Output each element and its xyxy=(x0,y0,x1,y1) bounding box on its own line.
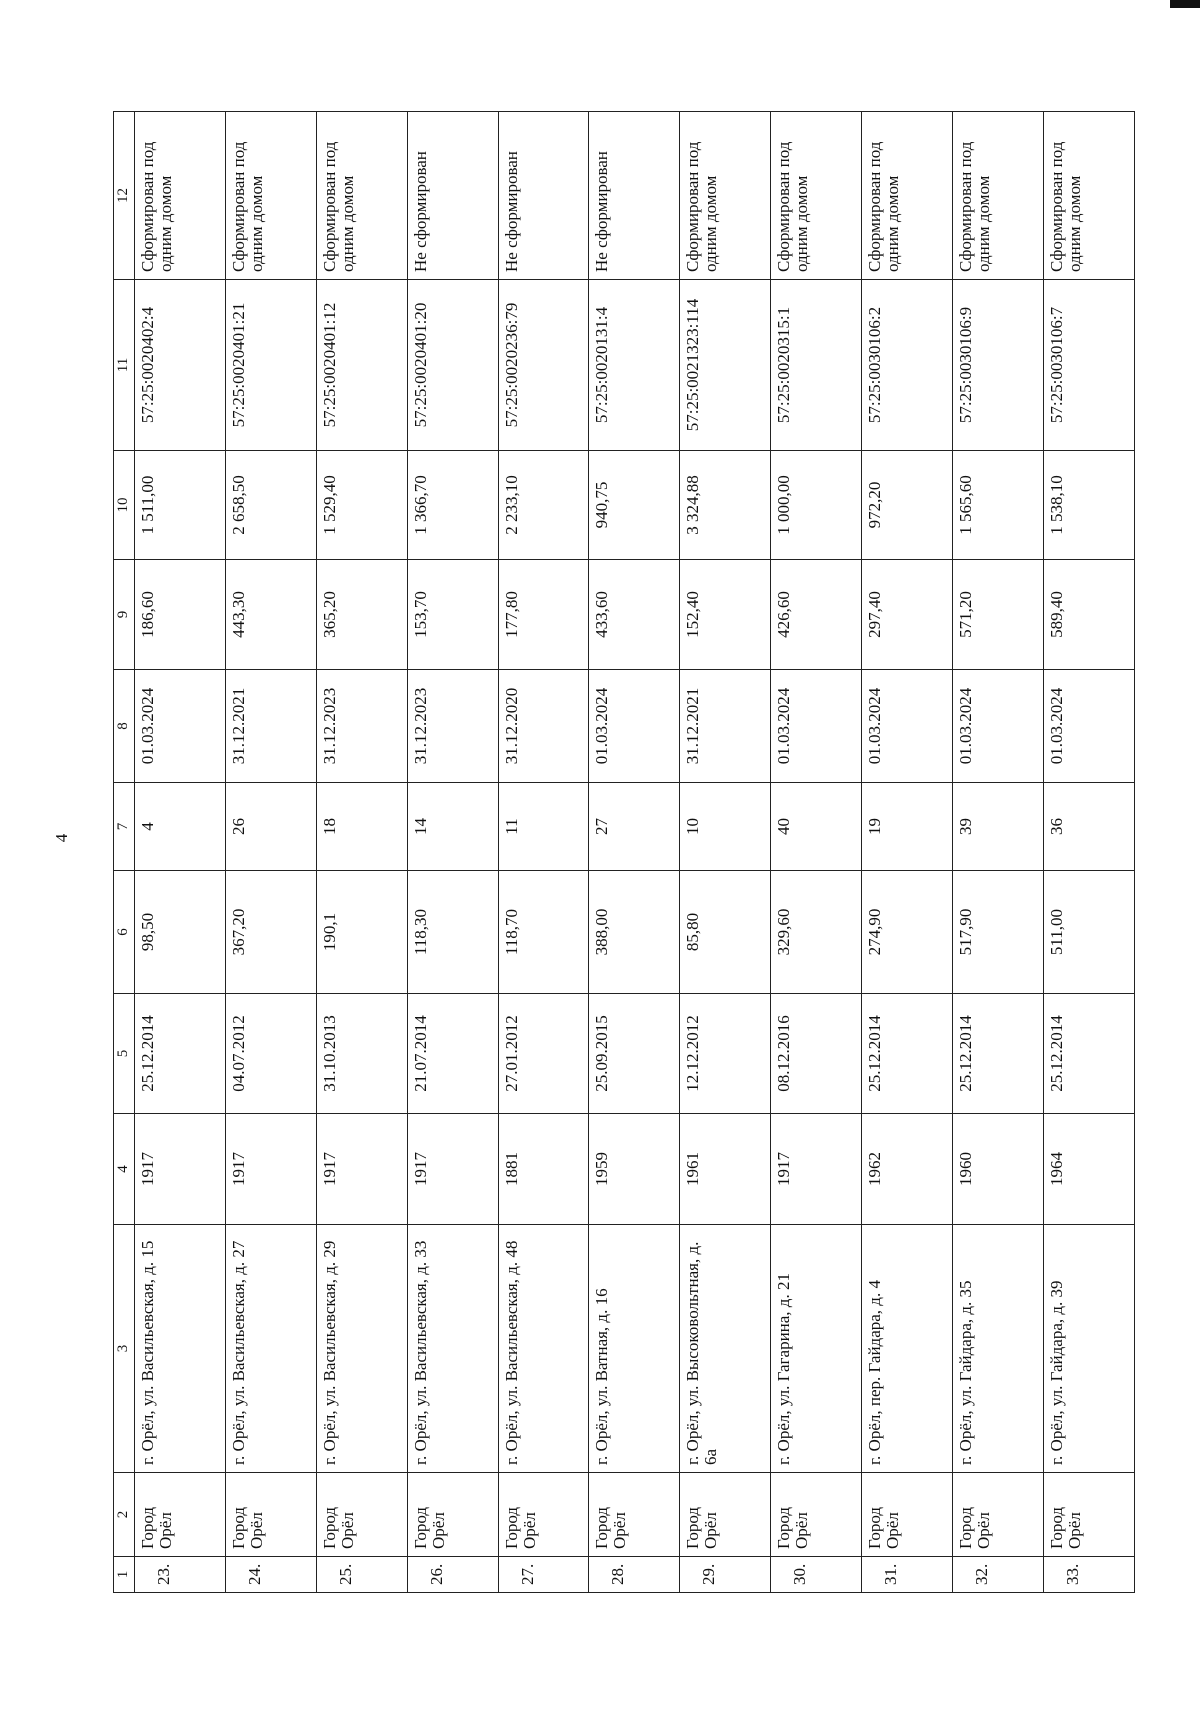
locality-cell: Город Орёл xyxy=(589,1473,680,1557)
cadastral-cell: 57:25:0030106:7 xyxy=(1043,280,1134,451)
land-area-cell: 1 000,00 xyxy=(771,451,862,560)
area2-cell: 433,60 xyxy=(589,560,680,670)
cadastral-cell: 57:25:0020401:21 xyxy=(225,280,316,451)
cadastral-cell: 57:25:0030106:2 xyxy=(862,280,953,451)
table-area xyxy=(113,112,1135,1593)
date-cell: 27.01.2012 xyxy=(498,994,589,1114)
plan-date-cell: 31.12.2023 xyxy=(407,670,498,783)
status-cell: Сформирован под одним домом xyxy=(862,112,953,280)
plan-date-cell: 31.12.2020 xyxy=(498,670,589,783)
table-row xyxy=(589,112,680,1593)
date-cell: 21.07.2014 xyxy=(407,994,498,1114)
year-cell: 1881 xyxy=(498,1114,589,1225)
plan-date-cell: 01.03.2024 xyxy=(771,670,862,783)
address-cell: г. Орёл, ул. Ватная, д. 16 xyxy=(589,1225,680,1473)
cadastral-cell: 57:25:0020236:79 xyxy=(498,280,589,451)
year-cell: 1917 xyxy=(134,1114,225,1225)
column-header: 12 xyxy=(114,112,135,280)
area-cell: 367,20 xyxy=(225,871,316,994)
area-cell: 85,80 xyxy=(680,871,771,994)
page-number: 4 xyxy=(52,833,71,843)
land-area-cell: 1 529,40 xyxy=(316,451,407,560)
plan-date-cell: 01.03.2024 xyxy=(134,670,225,783)
address-cell: г. Орёл, ул. Высоковольтная, д. 6а xyxy=(680,1225,771,1473)
status-cell: Сформирован под одним домом xyxy=(771,112,862,280)
land-area-cell: 940,75 xyxy=(589,451,680,560)
year-cell: 1917 xyxy=(225,1114,316,1225)
area2-cell: 153,70 xyxy=(407,560,498,670)
row-number: 25. xyxy=(316,1557,407,1593)
table-row xyxy=(771,112,862,1593)
address-cell: г. Орёл, ул. Васильевская, д. 27 xyxy=(225,1225,316,1473)
table-row xyxy=(953,112,1044,1593)
status-cell: Сформирован под одним домом xyxy=(1043,112,1134,280)
plan-date-cell: 01.03.2024 xyxy=(953,670,1044,783)
area-cell: 118,30 xyxy=(407,871,498,994)
year-cell: 1917 xyxy=(407,1114,498,1225)
count-cell: 11 xyxy=(498,783,589,871)
count-cell: 4 xyxy=(134,783,225,871)
area-cell: 517,90 xyxy=(953,871,1044,994)
cadastral-cell: 57:25:0020401:20 xyxy=(407,280,498,451)
land-area-cell: 1 366,70 xyxy=(407,451,498,560)
date-cell: 04.07.2012 xyxy=(225,994,316,1114)
count-cell: 19 xyxy=(862,783,953,871)
area-cell: 274,90 xyxy=(862,871,953,994)
rotated-table-wrapper xyxy=(113,112,1135,1593)
cadastral-cell: 57:25:0020131:4 xyxy=(589,280,680,451)
date-cell: 08.12.2016 xyxy=(771,994,862,1114)
land-area-cell: 1 511,00 xyxy=(134,451,225,560)
column-header: 7 xyxy=(114,783,135,871)
table-row xyxy=(134,112,225,1593)
housing-register-table xyxy=(113,111,1135,1593)
area2-cell: 186,60 xyxy=(134,560,225,670)
locality-cell: Город Орёл xyxy=(680,1473,771,1557)
status-cell: Сформирован под одним домом xyxy=(134,112,225,280)
count-cell: 36 xyxy=(1043,783,1134,871)
date-cell: 25.12.2014 xyxy=(953,994,1044,1114)
status-cell: Не сформирован xyxy=(589,112,680,280)
year-cell: 1960 xyxy=(953,1114,1044,1225)
year-cell: 1917 xyxy=(771,1114,862,1225)
count-cell: 39 xyxy=(953,783,1044,871)
area2-cell: 365,20 xyxy=(316,560,407,670)
area-cell: 118,70 xyxy=(498,871,589,994)
column-header: 5 xyxy=(114,994,135,1114)
area2-cell: 426,60 xyxy=(771,560,862,670)
column-header: 9 xyxy=(114,560,135,670)
column-header: 2 xyxy=(114,1473,135,1557)
locality-cell: Город Орёл xyxy=(225,1473,316,1557)
column-header: 1 xyxy=(114,1557,135,1593)
cadastral-cell: 57:25:0020401:12 xyxy=(316,280,407,451)
date-cell: 25.12.2014 xyxy=(134,994,225,1114)
locality-cell: Город Орёл xyxy=(498,1473,589,1557)
area2-cell: 177,80 xyxy=(498,560,589,670)
area2-cell: 443,30 xyxy=(225,560,316,670)
count-cell: 27 xyxy=(589,783,680,871)
status-cell: Не сформирован xyxy=(498,112,589,280)
row-number: 23. xyxy=(134,1557,225,1593)
column-header: 10 xyxy=(114,451,135,560)
table-row xyxy=(316,112,407,1593)
address-cell: г. Орёл, ул. Васильевская, д. 15 xyxy=(134,1225,225,1473)
date-cell: 31.10.2013 xyxy=(316,994,407,1114)
table-row xyxy=(862,112,953,1593)
locality-cell: Город Орёл xyxy=(134,1473,225,1557)
count-cell: 40 xyxy=(771,783,862,871)
locality-cell: Город Орёл xyxy=(862,1473,953,1557)
column-header: 6 xyxy=(114,871,135,994)
locality-cell: Город Орёл xyxy=(1043,1473,1134,1557)
table-row xyxy=(407,112,498,1593)
row-number: 30. xyxy=(771,1557,862,1593)
table-row xyxy=(498,112,589,1593)
row-number: 29. xyxy=(680,1557,771,1593)
status-cell: Сформирован под одним домом xyxy=(680,112,771,280)
date-cell: 25.12.2014 xyxy=(862,994,953,1114)
year-cell: 1917 xyxy=(316,1114,407,1225)
date-cell: 25.12.2014 xyxy=(1043,994,1134,1114)
plan-date-cell: 01.03.2024 xyxy=(862,670,953,783)
land-area-cell: 1 565,60 xyxy=(953,451,1044,560)
row-number: 33. xyxy=(1043,1557,1134,1593)
count-cell: 10 xyxy=(680,783,771,871)
land-area-cell: 2 233,10 xyxy=(498,451,589,560)
corner-mark xyxy=(1170,0,1200,8)
area-cell: 511,00 xyxy=(1043,871,1134,994)
column-header: 11 xyxy=(114,280,135,451)
address-cell: г. Орёл, ул. Васильевская, д. 33 xyxy=(407,1225,498,1473)
year-cell: 1959 xyxy=(589,1114,680,1225)
row-number: 32. xyxy=(953,1557,1044,1593)
area-cell: 329,60 xyxy=(771,871,862,994)
year-cell: 1962 xyxy=(862,1114,953,1225)
column-header: 4 xyxy=(114,1114,135,1225)
address-cell: г. Орёл, ул. Гайдара, д. 39 xyxy=(1043,1225,1134,1473)
row-number: 31. xyxy=(862,1557,953,1593)
plan-date-cell: 31.12.2021 xyxy=(680,670,771,783)
area-cell: 388,00 xyxy=(589,871,680,994)
land-area-cell: 1 538,10 xyxy=(1043,451,1134,560)
address-cell: г. Орёл, ул. Гайдара, д. 35 xyxy=(953,1225,1044,1473)
table-row xyxy=(1043,112,1134,1593)
cadastral-cell: 57:25:0020402:4 xyxy=(134,280,225,451)
address-cell: г. Орёл, ул. Гагарина, д. 21 xyxy=(771,1225,862,1473)
area-cell: 98,50 xyxy=(134,871,225,994)
count-cell: 18 xyxy=(316,783,407,871)
year-cell: 1961 xyxy=(680,1114,771,1225)
row-number: 24. xyxy=(225,1557,316,1593)
column-header: 8 xyxy=(114,670,135,783)
table-row xyxy=(680,112,771,1593)
address-cell: г. Орёл, ул. Васильевская, д. 48 xyxy=(498,1225,589,1473)
land-area-cell: 3 324,88 xyxy=(680,451,771,560)
row-number: 28. xyxy=(589,1557,680,1593)
count-cell: 14 xyxy=(407,783,498,871)
locality-cell: Город Орёл xyxy=(316,1473,407,1557)
status-cell: Сформирован под одним домом xyxy=(225,112,316,280)
status-cell: Сформирован под одним домом xyxy=(953,112,1044,280)
land-area-cell: 972,20 xyxy=(862,451,953,560)
address-cell: г. Орёл, пер. Гайдара, д. 4 xyxy=(862,1225,953,1473)
address-cell: г. Орёл, ул. Васильевская, д. 29 xyxy=(316,1225,407,1473)
plan-date-cell: 31.12.2023 xyxy=(316,670,407,783)
plan-date-cell: 01.03.2024 xyxy=(589,670,680,783)
year-cell: 1964 xyxy=(1043,1114,1134,1225)
locality-cell: Город Орёл xyxy=(771,1473,862,1557)
plan-date-cell: 01.03.2024 xyxy=(1043,670,1134,783)
area2-cell: 589,40 xyxy=(1043,560,1134,670)
column-number-row xyxy=(114,112,135,1593)
locality-cell: Город Орёл xyxy=(953,1473,1044,1557)
count-cell: 26 xyxy=(225,783,316,871)
area2-cell: 571,20 xyxy=(953,560,1044,670)
status-cell: Не сформирован xyxy=(407,112,498,280)
date-cell: 25.09.2015 xyxy=(589,994,680,1114)
cadastral-cell: 57:25:0030106:9 xyxy=(953,280,1044,451)
row-number: 27. xyxy=(498,1557,589,1593)
plan-date-cell: 31.12.2021 xyxy=(225,670,316,783)
cadastral-cell: 57:25:0021323:114 xyxy=(680,280,771,451)
area2-cell: 152,40 xyxy=(680,560,771,670)
status-cell: Сформирован под одним домом xyxy=(316,112,407,280)
column-header: 3 xyxy=(114,1225,135,1473)
row-number: 26. xyxy=(407,1557,498,1593)
area2-cell: 297,40 xyxy=(862,560,953,670)
cadastral-cell: 57:25:0020315:1 xyxy=(771,280,862,451)
date-cell: 12.12.2012 xyxy=(680,994,771,1114)
area-cell: 190,1 xyxy=(316,871,407,994)
table-row xyxy=(225,112,316,1593)
locality-cell: Город Орёл xyxy=(407,1473,498,1557)
land-area-cell: 2 658,50 xyxy=(225,451,316,560)
